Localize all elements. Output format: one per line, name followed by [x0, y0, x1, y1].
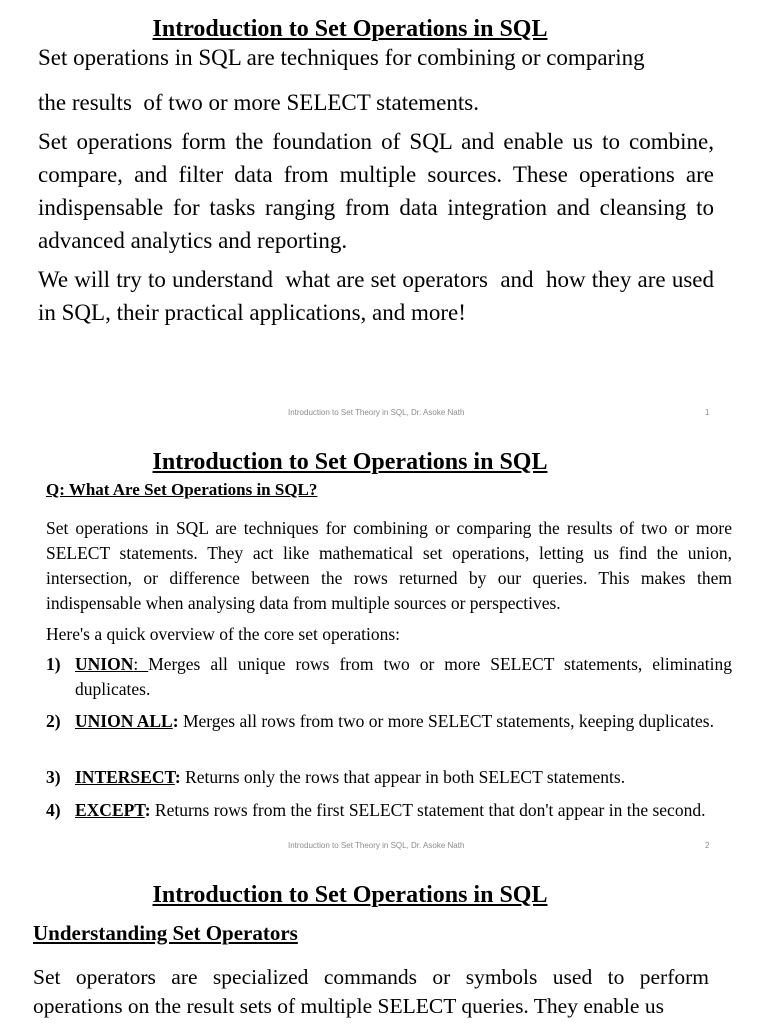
list-number: 3): [46, 767, 61, 787]
term-description: Merges all unique rows from two or more SELECT statements, eliminating duplicates.: [75, 654, 732, 699]
slide-3: [0, 866, 768, 1024]
term-separator: :: [133, 654, 149, 674]
term-description: Returns only the rows that appear in both SELECT statements.: [185, 767, 626, 787]
foundation-paragraph: Set operations form the foundation of SQL and enable us to combine, compare, and filter data from multiple sources. These operations are indispensable for tasks ranging from data integration and cleansing to advanced analytics and reporting.: [38, 129, 714, 253]
term-separator: :: [144, 800, 155, 820]
list-item-union-all: [46, 709, 732, 734]
slide-title: Introduction to Set Operations in SQL: [152, 882, 548, 908]
slide-1: [0, 0, 768, 433]
term-union: UNION: [75, 654, 134, 674]
list-number: 4): [46, 800, 61, 820]
section-heading: Understanding Set Operators: [33, 921, 298, 945]
list-number: 1): [46, 654, 61, 674]
slide-footer: Introduction to Set Theory in SQL, Dr. Asoke Nath: [288, 841, 465, 850]
question-heading: Q: What Are Set Operations in SQL?: [46, 480, 318, 499]
term-separator: :: [172, 711, 183, 731]
slide-title: Introduction to Set Operations in SQL: [152, 16, 548, 42]
intro-paragraph-line-2: the results of two or more SELECT statements.: [38, 90, 479, 115]
list-number: 2): [46, 711, 61, 731]
list-item-except: [46, 798, 732, 823]
slide-title: Introduction to Set Operations in SQL: [152, 449, 548, 475]
slide-footer: Introduction to Set Theory in SQL, Dr. Asoke Nath: [288, 408, 465, 417]
term-separator: :: [174, 767, 186, 787]
list-item-union: [46, 652, 732, 702]
closing-paragraph: We will try to understand what are set operators and how they are used in SQL, their practical applications, and more!: [38, 267, 720, 325]
term-intersect: INTERSECT: [75, 767, 175, 787]
term-description: Merges all rows from two or more SELECT statements, keeping duplicates.: [182, 711, 714, 731]
overview-intro: Here's a quick overview of the core set operations:: [46, 624, 400, 644]
term-union-all: UNION ALL: [75, 711, 173, 731]
intro-paragraph-line-1: Set operations in SQL are techniques for combining or comparing: [38, 45, 645, 70]
page-number: 2: [705, 841, 710, 850]
term-except: EXCEPT: [75, 800, 145, 820]
term-description: Returns rows from the first SELECT statement that don't appear in the second.: [154, 800, 706, 820]
set-operators-paragraph: Set operators are specialized commands or symbols used to perform operations on the result sets of multiple SELECT queries. They enable us: [33, 965, 709, 1018]
page-number: 1: [705, 408, 710, 417]
definition-paragraph: Set operations in SQL are techniques for combining or comparing the results of two or more SELECT statements. They act like mathematical set operations, letting us find the union, intersection, or difference between the rows returned by our queries. This makes them indispensable when analysing data from multiple sources or perspectives.: [46, 518, 732, 613]
slide-2: [0, 433, 768, 866]
list-item-intersect: [46, 765, 732, 790]
